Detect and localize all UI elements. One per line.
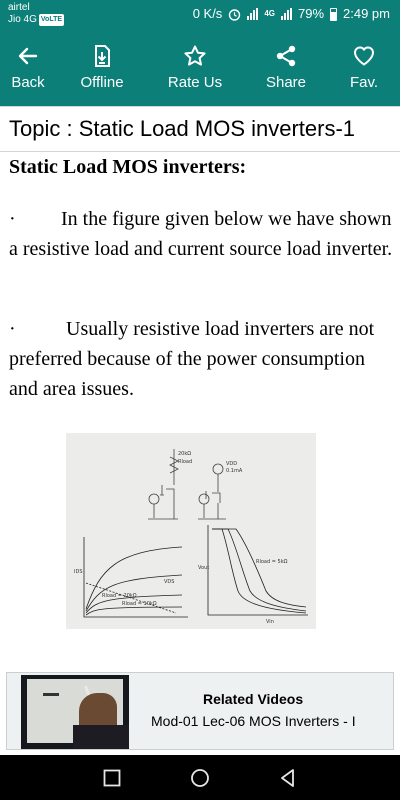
topic-title: Topic : Static Load MOS inverters-1 xyxy=(9,116,356,141)
clock: 2:49 pm xyxy=(343,6,390,21)
related-video-name[interactable]: Mod-01 Lec-06 MOS Inverters - I xyxy=(151,713,356,729)
heart-icon xyxy=(352,44,376,68)
related-videos-card[interactable] xyxy=(6,672,394,750)
signal-icon-2 xyxy=(281,8,292,20)
rate-us-button[interactable] xyxy=(166,30,224,106)
status-icons xyxy=(193,6,390,22)
system-nav-bar xyxy=(0,755,400,800)
figure-label-rload: Rload xyxy=(178,459,193,465)
back-arrow-icon xyxy=(16,44,40,68)
inverter-figure xyxy=(66,433,316,629)
offline-button[interactable] xyxy=(78,30,126,106)
topic-header xyxy=(0,106,400,152)
back-label: Back xyxy=(11,74,45,91)
section-heading: Static Load MOS inverters: xyxy=(9,156,247,178)
network-speed: 0 K/s xyxy=(192,6,223,21)
network-type-badge: 4G xyxy=(264,9,275,18)
figure-label-resistor: 20kΩ xyxy=(178,451,192,457)
figure-label-current: 0.1mA xyxy=(226,468,243,474)
battery-icon xyxy=(330,8,337,21)
share-label: Share xyxy=(265,74,307,91)
figure-curve-label: Rload = 20kΩ xyxy=(102,593,137,599)
home-icon[interactable] xyxy=(189,767,211,789)
rate-us-label: Rate Us xyxy=(167,74,223,91)
related-videos-title: Related Videos xyxy=(203,691,304,707)
paragraph-1-text: In the figure given below we have shown a resistive load and current source load inverter. xyxy=(9,208,393,260)
bullet: · xyxy=(9,318,16,340)
toolbar xyxy=(0,30,400,106)
star-icon xyxy=(183,44,207,68)
volte-badge: VoLTE xyxy=(39,14,64,26)
paragraph-1 xyxy=(9,204,393,264)
download-file-icon xyxy=(90,44,114,68)
favorite-label: Fav. xyxy=(349,74,379,91)
paragraph-2-text: Usually resistive load inverters are not preferred because of the power consumption and area issues. xyxy=(9,318,375,400)
figure-label-vdd: VDD xyxy=(226,461,238,467)
recents-icon[interactable] xyxy=(101,767,123,789)
carrier-1: airtel xyxy=(8,2,30,13)
figure-label-ids: IDS xyxy=(74,569,83,575)
battery-percent: 79% xyxy=(297,6,325,21)
alarm-icon xyxy=(228,8,241,21)
bullet: · xyxy=(9,208,16,230)
figure-label-vin: Vin xyxy=(266,619,274,625)
share-icon xyxy=(274,44,298,68)
signal-icon xyxy=(247,8,258,20)
carrier-info xyxy=(8,2,64,26)
share-button[interactable] xyxy=(264,30,308,106)
favorite-button[interactable] xyxy=(346,30,382,106)
back-nav-icon[interactable] xyxy=(277,767,299,789)
video-thumbnail[interactable] xyxy=(21,675,129,749)
offline-label: Offline xyxy=(80,74,124,91)
figure-curve-label: Rload = 10kΩ xyxy=(122,601,157,607)
inverter-circuit-diagram xyxy=(66,433,316,629)
carrier-2: Jio 4G xyxy=(8,14,37,25)
figure-curve-label: Rload = 5kΩ xyxy=(256,559,288,565)
paragraph-2 xyxy=(9,314,393,404)
back-button[interactable] xyxy=(10,30,46,106)
status-bar xyxy=(0,0,400,30)
figure-label-vds: VDS xyxy=(164,579,175,585)
figure-label-vout: Vout xyxy=(198,565,210,571)
